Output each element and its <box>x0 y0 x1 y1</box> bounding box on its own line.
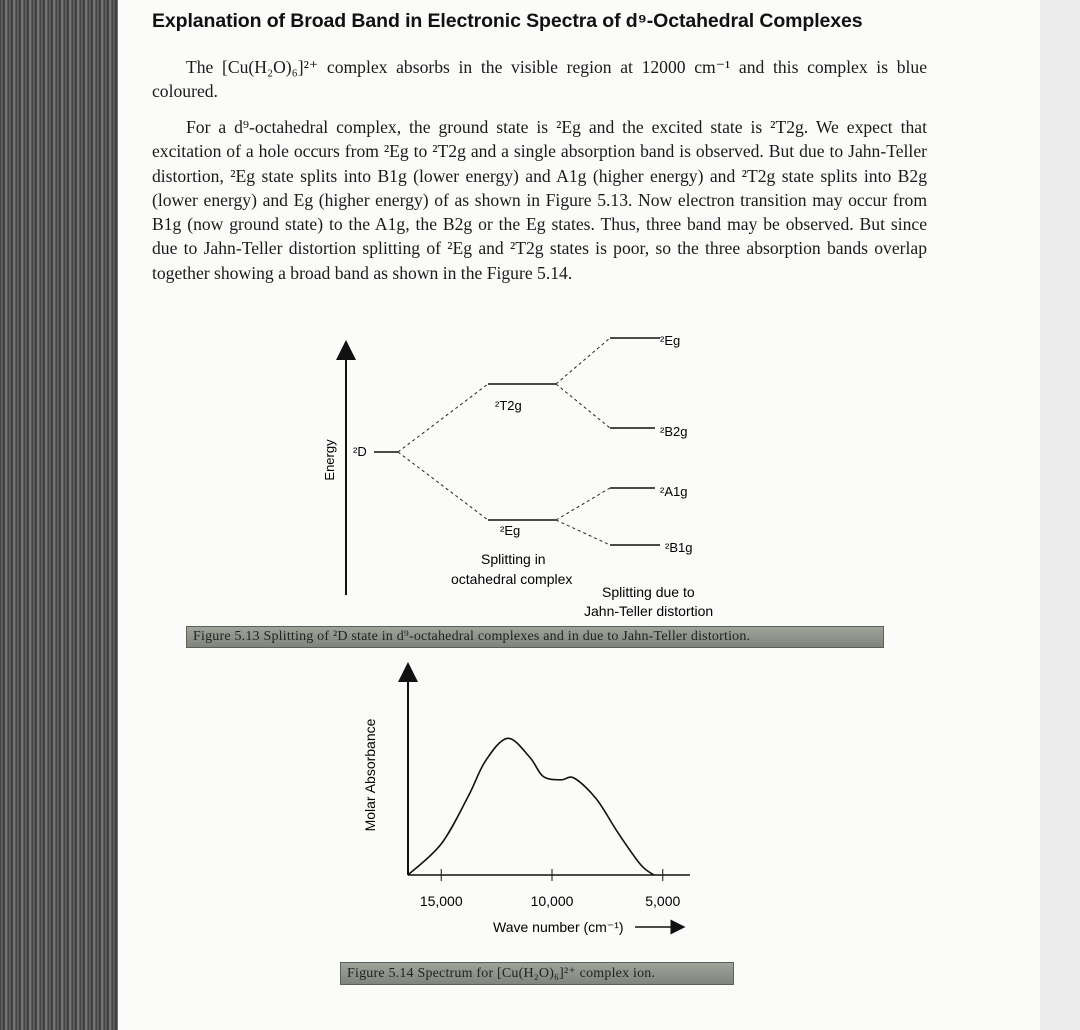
spectrum-plot <box>408 738 680 909</box>
octahedral-label-line1: Splitting in <box>481 551 546 567</box>
connector-eg-b1g <box>556 520 610 545</box>
paragraph-2-text: For a d⁹-octahedral complex, the ground state is ²Eg and the excited state is ²T2g. We expect that excitation of a hole occurs from ²Eg to ²T2g and a single absorption band is observed. But due to Jahn-Teller distortion, ²Eg state splits into B1g (lower energy) and A1g (higher energy) and ²T2g state splits into B2g (lower energy) and Eg (higher energy) of as shown in Figure 5.13. Now electron transition may occur from B1g (now ground state) to the A1g, the B2g or the Eg states. Thus, three band may be observed. But since due to Jahn-Teller distortion splitting of ²Eg and ²T2g states is poor, so the three absorption bands overlap together showing a broad band as shown in the Figure 5.14. <box>152 117 927 283</box>
x-axis-label: Wave number (cm⁻¹) <box>493 919 624 935</box>
eg-label: ²Eg <box>500 523 521 538</box>
octahedral-label-line2: octahedral complex <box>451 571 573 587</box>
absorbance-axis-label: Molar Absorbance <box>362 718 378 832</box>
x-tick-label: 5,000 <box>645 893 681 909</box>
b2g-label: ²B2g <box>660 424 688 439</box>
figure-5-13-caption: Figure 5.13 Splitting of ²D state in d⁹-octahedral complexes and in due to Jahn-Teller distortion. <box>186 626 884 648</box>
section-heading: Explanation of Broad Band in Electronic Spectra of d⁹-Octahedral Complexes <box>152 10 863 32</box>
connector-t2g-eg <box>556 338 610 384</box>
a1g-label: ²A1g <box>660 484 688 499</box>
eg-top-label: ²Eg <box>660 333 681 348</box>
jahn-teller-label-line1: Splitting due to <box>602 584 695 600</box>
x-tick-label: 10,000 <box>530 893 574 909</box>
paragraph-1-text: The [Cu(H₂O)₆]²⁺ complex absorbs in the visible region at 12000 cm⁻¹ and this complex is blue coloured. <box>152 57 927 102</box>
energy-axis-label: Energy <box>322 439 337 481</box>
t2g-label: ²T2g <box>495 398 522 413</box>
jahn-teller-label-line2: Jahn-Teller distortion <box>584 603 714 619</box>
connector-d-t2g <box>398 384 488 452</box>
connector-d-eg <box>398 452 488 520</box>
connector-eg-a1g <box>556 488 610 520</box>
figure-5-14-caption: Figure 5.14 Spectrum for [Cu(H₂O)₆]²⁺ complex ion. <box>340 962 734 985</box>
d-level-label: ²D <box>353 444 367 459</box>
connector-t2g-b2g <box>556 384 610 428</box>
x-tick-label: 15,000 <box>419 893 463 909</box>
b1g-label: ²B1g <box>665 540 693 555</box>
absorption-curve <box>408 738 654 875</box>
